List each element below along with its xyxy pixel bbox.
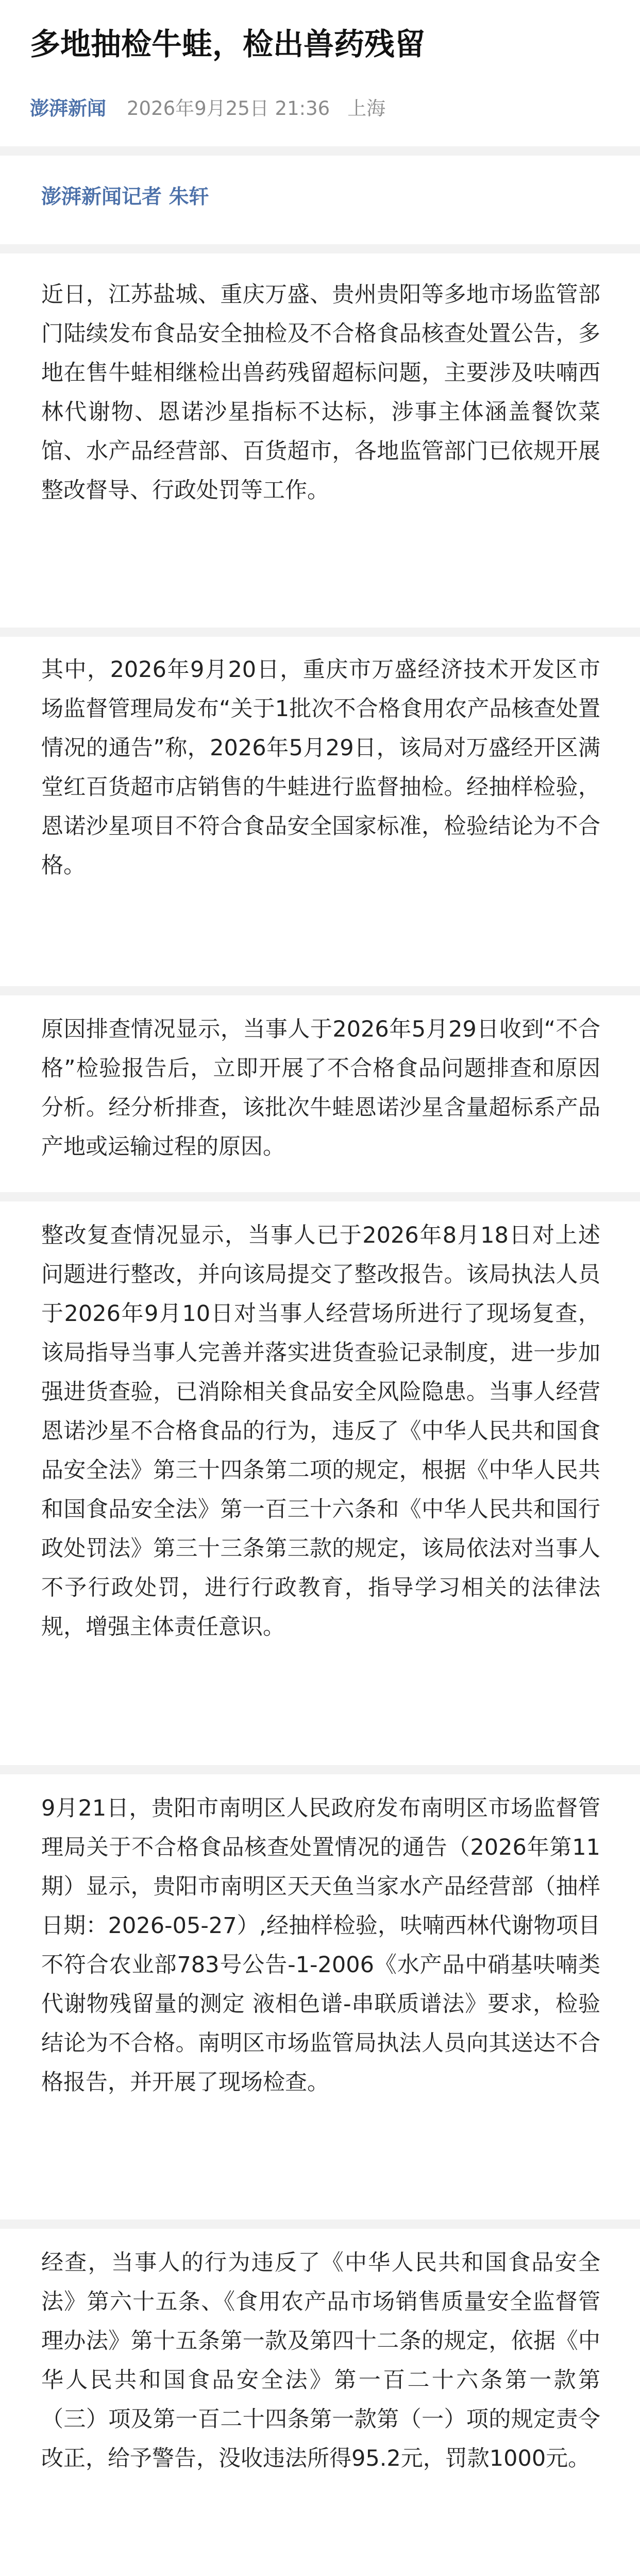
paragraph-2: 其中，2026年9月20日，重庆市万盛经济技术开发区市场监督管理局发布“关于1批次不合格食用农产品核查处置情况的通告”称，2026年5月29日，该局对万盛经开区满堂红百货超市店销售的牛蛙进行监督抽检。经抽样检验，恩诺沙星项目不符合食品安全国家标准，检验结论为不合格。 bbox=[41, 657, 600, 878]
section-divider bbox=[0, 146, 640, 156]
section-divider bbox=[0, 1192, 640, 1201]
paragraph-1: 近日，江苏盐城、重庆万盛、贵州贵阳等多地市场监管部门陆续发布食品安全抽检及不合格食品核查处置公告，多地在售牛蛙相继检出兽药残留超标问题，主要涉及呋喃西林代谢物、恩诺沙星指标不达标，涉事主体涵盖餐饮菜馆、水产品经营部、百货超市，各地监管部门已依规开展整改督导、行政处罚等工作。 bbox=[41, 282, 600, 503]
paragraph-3: 原因排查情况显示，当事人于2026年5月29日收到“不合格”检验报告后，立即开展了不合格食品问题排查和原因分析。经分析排查，该批次牛蛙恩诺沙星含量超标系产品产地或运输过程的原因。 bbox=[41, 1016, 600, 1160]
section-divider bbox=[0, 1765, 640, 1774]
paragraph-5: 9月21日，贵阳市南明区人民政府发布南明区市场监督管理局关于不合格食品核查处置情况的通告（2026年第11期）显示，贵阳市南明区天天鱼当家水产品经营部（抽样日期：2026-05-27）,经抽样检验，呋喃西林代谢物项目不符合农业部783号公告-1-2006《水产品中硝基呋喃类代谢物残留量的测定 液相色谱-串联质谱法》要求，检验结论为不合格。南明区市场监管局执法人员向其送达不合格报告，并开展了现场检查。 bbox=[41, 1795, 600, 2095]
section-divider bbox=[0, 628, 640, 637]
article-meta bbox=[30, 96, 612, 122]
section-divider bbox=[0, 244, 640, 253]
article-time: 2026年9月25日 21:36 bbox=[127, 97, 330, 120]
section-divider bbox=[0, 2219, 640, 2229]
article-title: 多地抽检牛蛙，检出兽药残留 bbox=[30, 26, 426, 62]
paragraph-4: 整改复查情况显示，当事人已于2026年8月18日对上述问题进行整改，并向该局提交了整改报告。该局执法人员于2026年9月10日对当事人经营场所进行了现场复查，该局指导当事人完善并落实进货查验记录制度，进一步加强进货查验，已消除相关食品安全风险隐患。当事人经营恩诺沙星不合格食品的行为，违反了《中华人民共和国食品安全法》第三十四条第二项的规定，根据《中华人民共和国食品安全法》第一百三十六条和《中华人民共和国行政处罚法》第三十三条第三款的规定，该局依法对当事人不予行政处罚，进行行政教育，指导学习相关的法律法规，增强主体责任意识。 bbox=[41, 1223, 600, 1640]
reporter-byline: 澎湃新闻记者 朱轩 bbox=[41, 185, 209, 209]
article-source[interactable]: 澎湃新闻 bbox=[30, 97, 106, 120]
article-location: 上海 bbox=[347, 97, 386, 120]
section-divider bbox=[0, 986, 640, 995]
paragraph-6: 经查，当事人的行为违反了《中华人民共和国食品安全法》第六十五条、《食用农产品市场销售质量安全监督管理办法》第十五条第一款及第四十二条的规定，依据《中华人民共和国食品安全法》第一百二十六条第一款第（三）项及第一百二十四条第一款第（一）项的规定责令改正，给予警告，没收违法所得95.2元，罚款1000元。 bbox=[41, 2250, 600, 2471]
